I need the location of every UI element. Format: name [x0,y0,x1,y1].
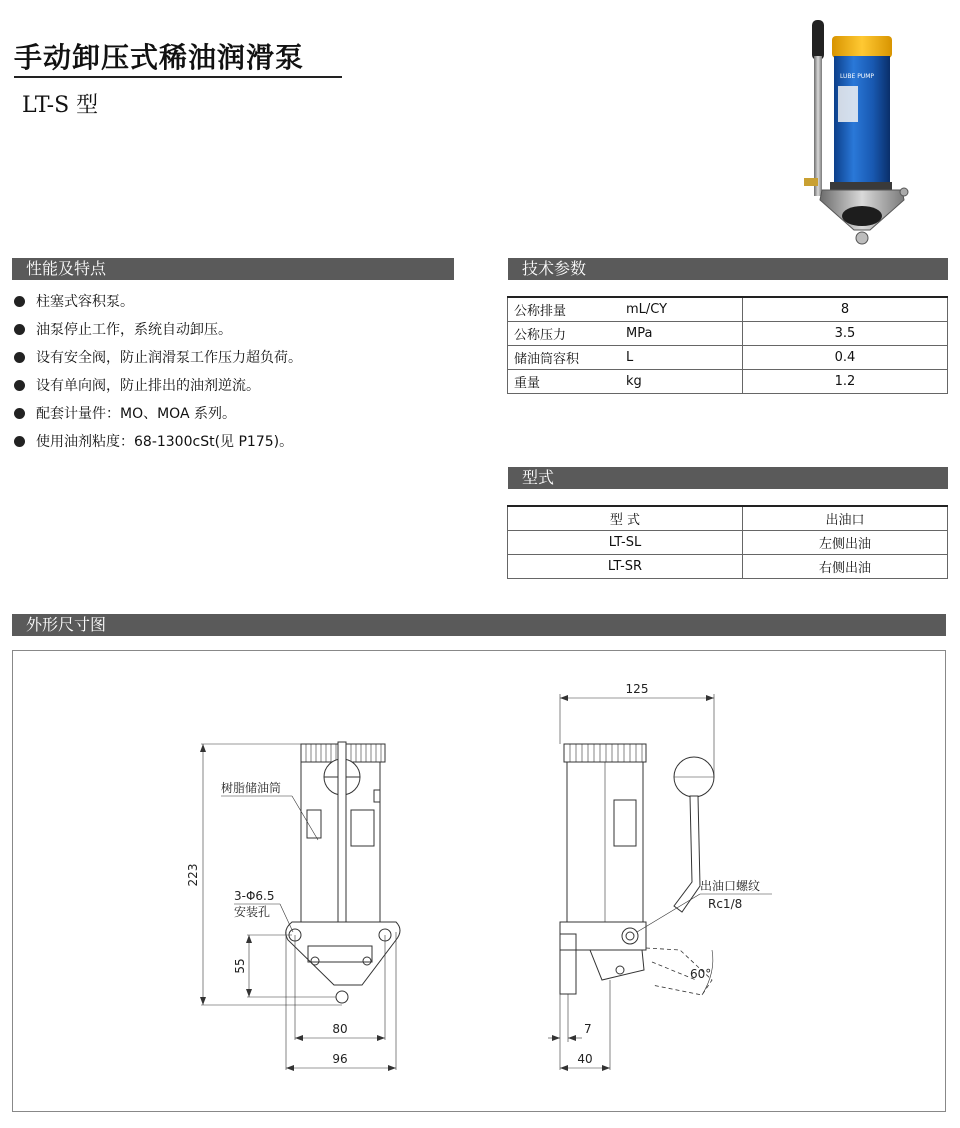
table-header-row [508,506,948,531]
page-title: 手动卸压式稀油润滑泵 [14,41,305,74]
side-handle [674,796,700,912]
label-outlet-1: 出油口螺纹 [700,879,761,893]
label-holes-1: 3-Φ6.5 [234,889,275,903]
front-view [186,742,400,1071]
dim-base-label: 40 [577,1052,593,1066]
dim-top-label: 125 [625,682,649,696]
spec-param: 公称排量 [508,297,621,322]
table-row [508,322,948,346]
label-reservoir: 树脂储油筒 [221,781,282,795]
list-item: 柱塞式容积泵。 [10,288,450,316]
list-item: 设有安全阀，防止润滑泵工作压力超负荷。 [10,344,450,372]
label-holes-2: 安装孔 [234,905,271,919]
dim-height-label: 223 [186,863,200,887]
product-photo [800,16,920,248]
models-table [507,505,948,579]
dim-offset-label: 7 [584,1022,592,1036]
specs-table [507,296,948,394]
model-name: LT-SL [508,531,743,555]
list-item: 油泵停止工作，系统自动卸压。 [10,316,450,344]
spec-unit: MPa [620,322,743,346]
handle-rod [814,56,822,196]
table-row [508,346,948,370]
model-outlet: 右侧出油 [743,555,948,579]
tank-cap [832,36,892,58]
table-row [508,555,948,579]
column-header-model: 型 式 [508,506,743,531]
list-item: 配套计量件：MO、MOA 系列。 [10,400,450,428]
features-list [10,288,450,456]
spec-value: 1.2 [743,370,948,394]
drawing-heading: 外形尺寸图 [12,614,946,636]
handle-grip [812,20,824,60]
column-header-outlet: 出油口 [743,506,948,531]
dimension-drawing [12,650,946,1112]
models-heading: 型式 [508,467,948,489]
side-view [548,682,772,1071]
table-row [508,297,948,322]
brass-fitting [804,178,818,186]
model-outlet: 左侧出油 [743,531,948,555]
spec-value: 0.4 [743,346,948,370]
specs-heading: 技术参数 [508,258,948,280]
side-base [560,922,646,950]
list-item: 使用油剂粘度：68-1300cSt(见 P175)。 [10,428,450,456]
table-row [508,370,948,394]
spec-unit: L [620,346,743,370]
spec-value: 3.5 [743,322,948,346]
spec-param: 储油筒容积 [508,346,621,370]
pump-badge: LUBE PUMP [840,73,875,80]
spec-value: 8 [743,297,948,322]
list-item: 设有单向阀，防止排出的油剂逆流。 [10,372,450,400]
front-flange [286,922,400,985]
model-subtitle: LT-S 型 [22,93,99,118]
dim-width-inner-label: 80 [332,1022,348,1036]
spec-param: 重量 [508,370,621,394]
dim-width-outer-label: 96 [332,1052,348,1066]
mount-hole [336,991,348,1003]
model-name: LT-SR [508,555,743,579]
spec-unit: mL/CY [620,297,743,322]
features-heading: 性能及特点 [12,258,454,280]
spec-unit: kg [620,370,743,394]
title-underline [14,76,342,78]
spec-param: 公称压力 [508,322,621,346]
table-row [508,531,948,555]
angle-label: 60° [690,967,712,981]
dim-mount-label: 55 [233,958,247,974]
label-outlet-2: Rc1/8 [708,897,743,911]
